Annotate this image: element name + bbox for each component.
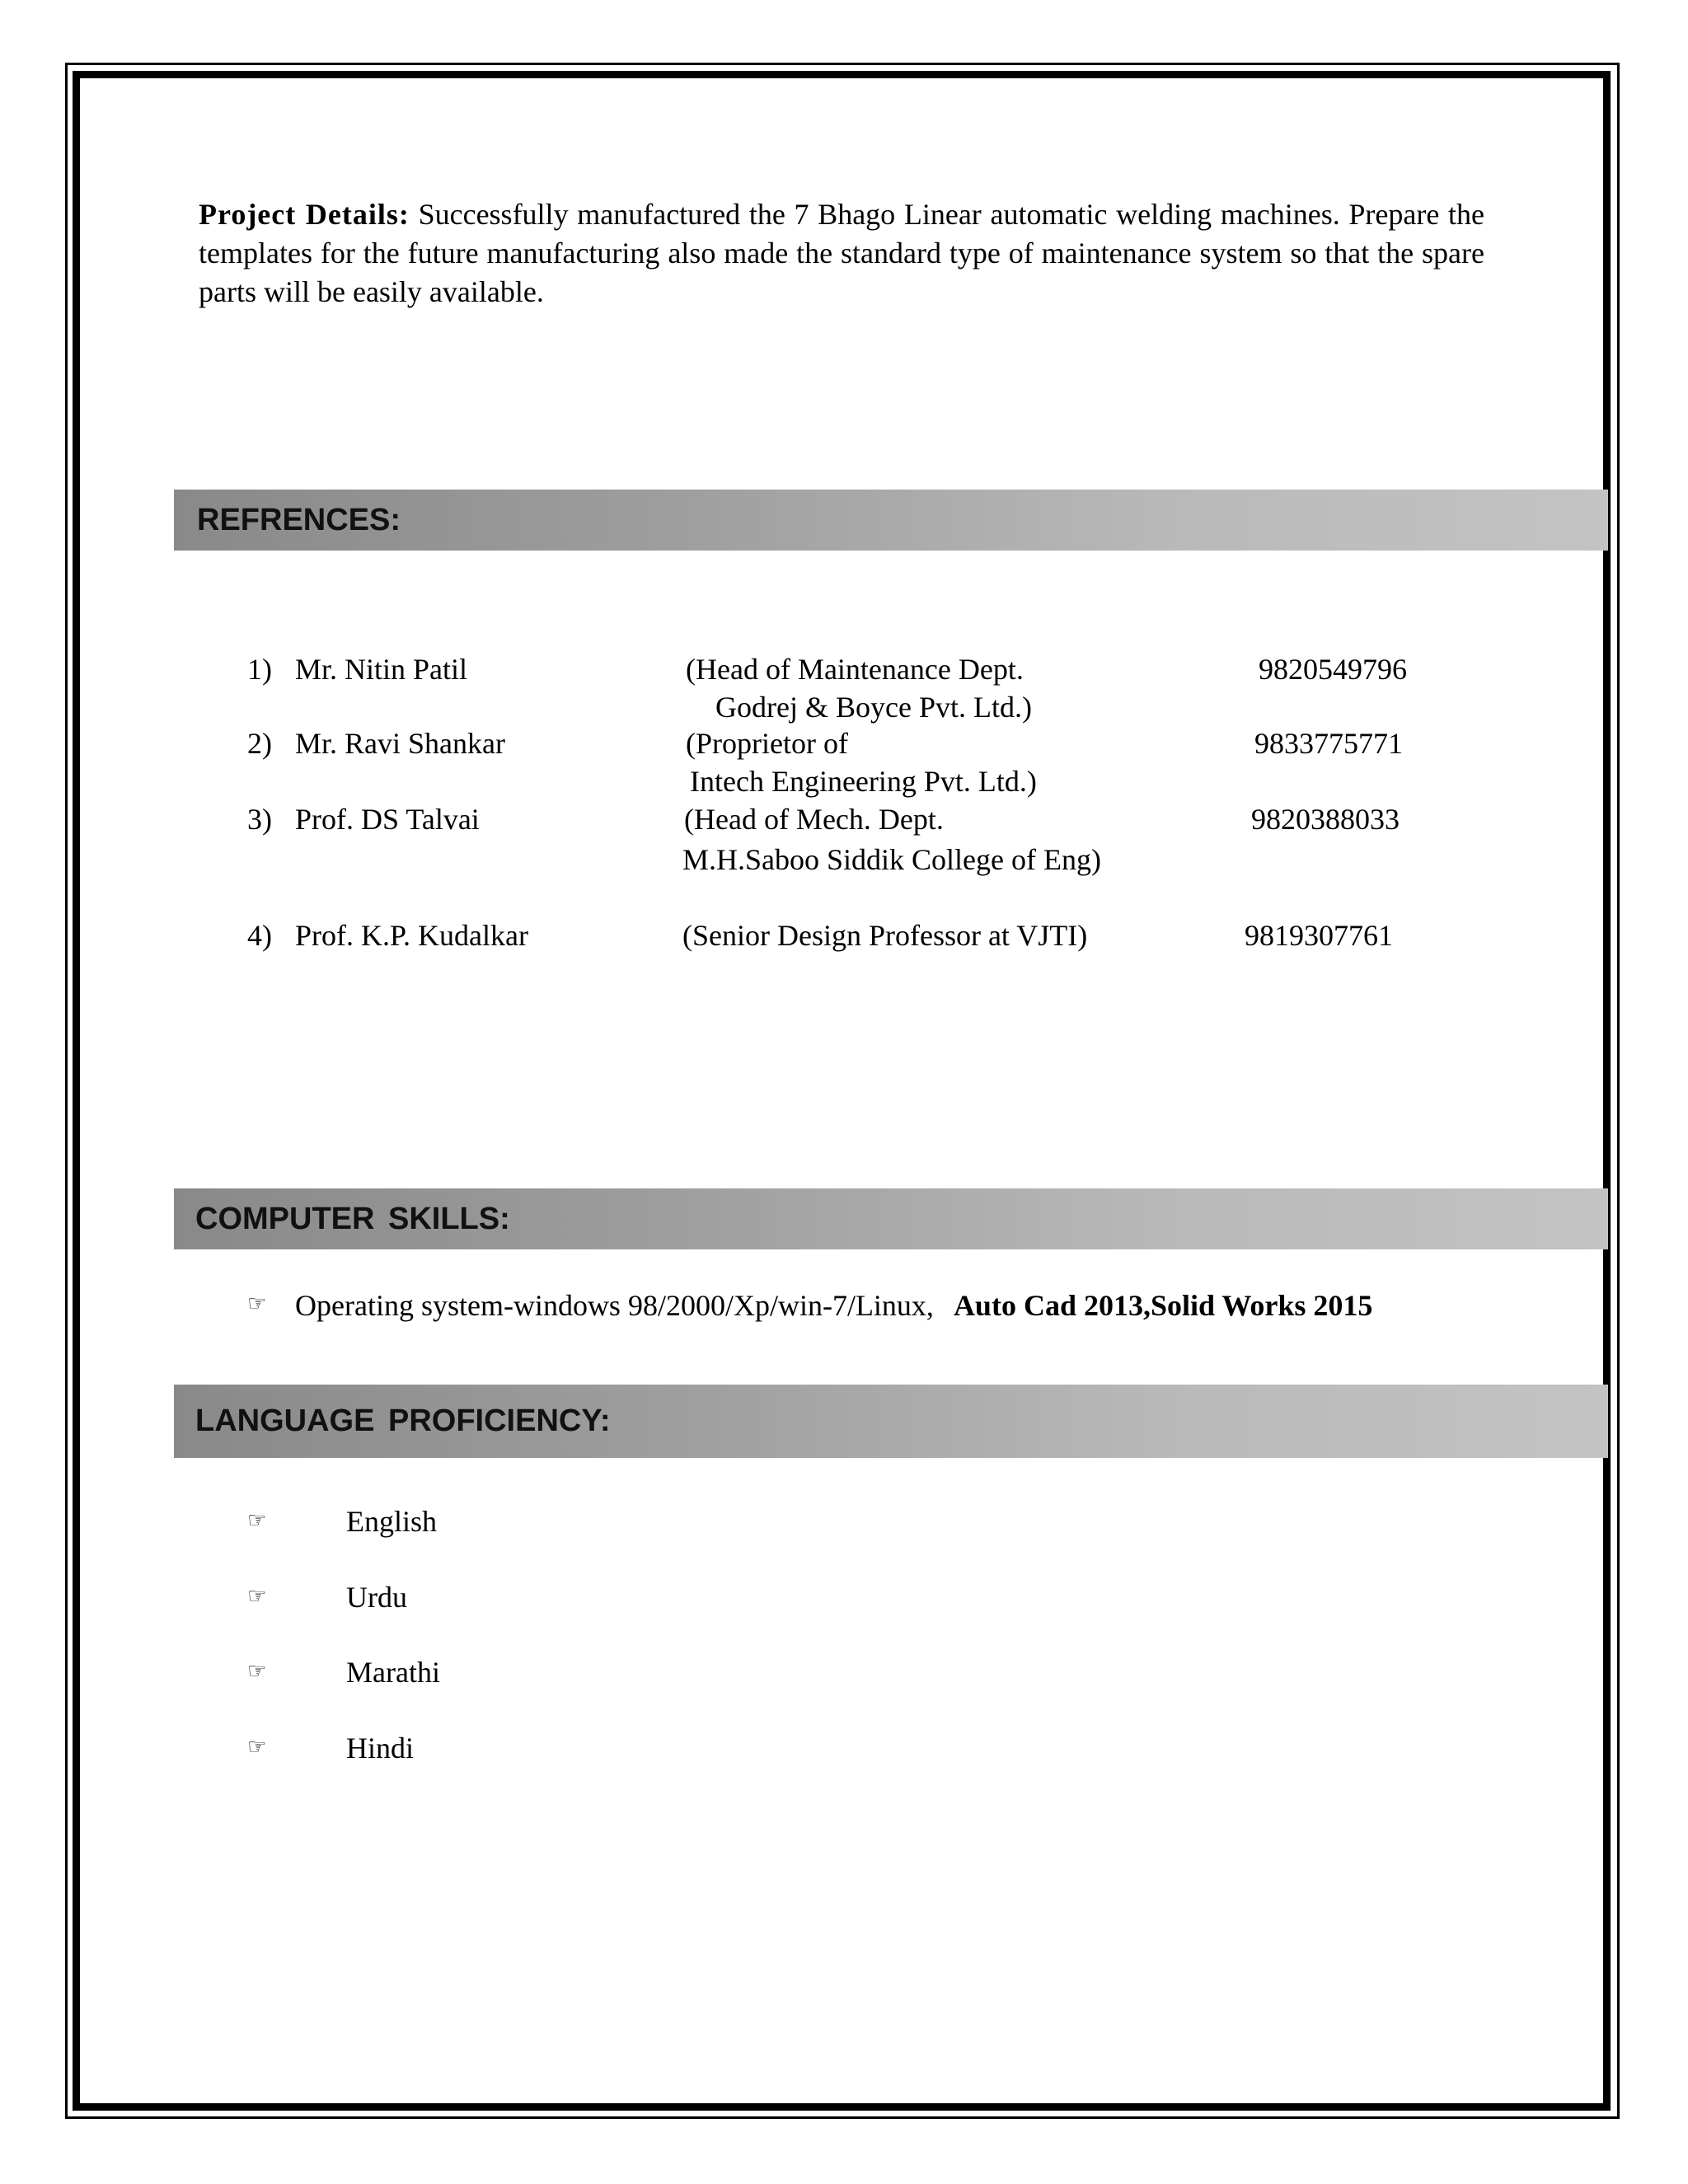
computer-skills-text: Operating system-windows 98/2000/Xp/win-7/Linux, <box>295 1289 934 1322</box>
reference-4-name: Prof. K.P. Kudalkar <box>295 919 528 952</box>
project-details-label: Project Details: <box>199 198 410 231</box>
reference-4-role: (Senior Design Professor at VJTI) <box>682 919 1088 952</box>
reference-1-role: (Head of Maintenance Dept. <box>686 653 1024 686</box>
language-item: Urdu <box>346 1581 407 1614</box>
reference-2-number: 2) <box>247 727 272 760</box>
pointing-hand-icon: ☞ <box>247 1291 267 1316</box>
computer-skills-bold-text: Auto Cad 2013,Solid Works 2015 <box>953 1289 1373 1322</box>
project-details-text: Successfully manufactured the 7 Bhago Linear automatic welding machines. Prepare the templates for the future manufacturing also made the standard type of maintenance system so that the spare parts will be easily available. <box>199 198 1485 308</box>
reference-2-role: (Proprietor of <box>686 727 848 760</box>
reference-3-number: 3) <box>247 803 272 836</box>
language-proficiency-heading: LANGUAGE PROFICIENCY: <box>174 1385 1608 1458</box>
reference-2-phone: 9833775771 <box>1254 727 1403 760</box>
language-item: English <box>346 1505 438 1538</box>
reference-3-phone: 9820388033 <box>1251 803 1400 836</box>
pointing-hand-icon: ☞ <box>247 1735 267 1760</box>
pointing-hand-icon: ☞ <box>247 1508 267 1533</box>
page-border-inner <box>73 71 1611 2111</box>
pointing-hand-icon: ☞ <box>247 1659 267 1684</box>
reference-1-number: 1) <box>247 653 272 686</box>
reference-1-company: Godrej & Boyce Pvt. Ltd.) <box>715 691 1032 724</box>
reference-3-name: Prof. DS Talvai <box>295 803 480 836</box>
reference-3-company: M.H.Saboo Siddik College of Eng) <box>682 843 1101 876</box>
reference-2-name: Mr. Ravi Shankar <box>295 727 505 760</box>
computer-skills-line <box>295 1288 1372 1323</box>
reference-3-role: (Head of Mech. Dept. <box>684 803 944 836</box>
reference-1-phone: 9820549796 <box>1259 653 1407 686</box>
reference-2-company: Intech Engineering Pvt. Ltd.) <box>690 765 1037 798</box>
reference-4-phone: 9819307761 <box>1245 919 1393 952</box>
references-heading: REFRENCES: <box>174 490 1608 551</box>
language-item: Hindi <box>346 1732 415 1765</box>
computer-skills-heading: COMPUTER SKILLS: <box>174 1188 1608 1249</box>
reference-1-name: Mr. Nitin Patil <box>295 653 468 686</box>
pointing-hand-icon: ☞ <box>247 1584 267 1609</box>
language-item: Marathi <box>346 1656 440 1689</box>
project-details <box>199 195 1484 312</box>
reference-4-number: 4) <box>247 919 272 952</box>
